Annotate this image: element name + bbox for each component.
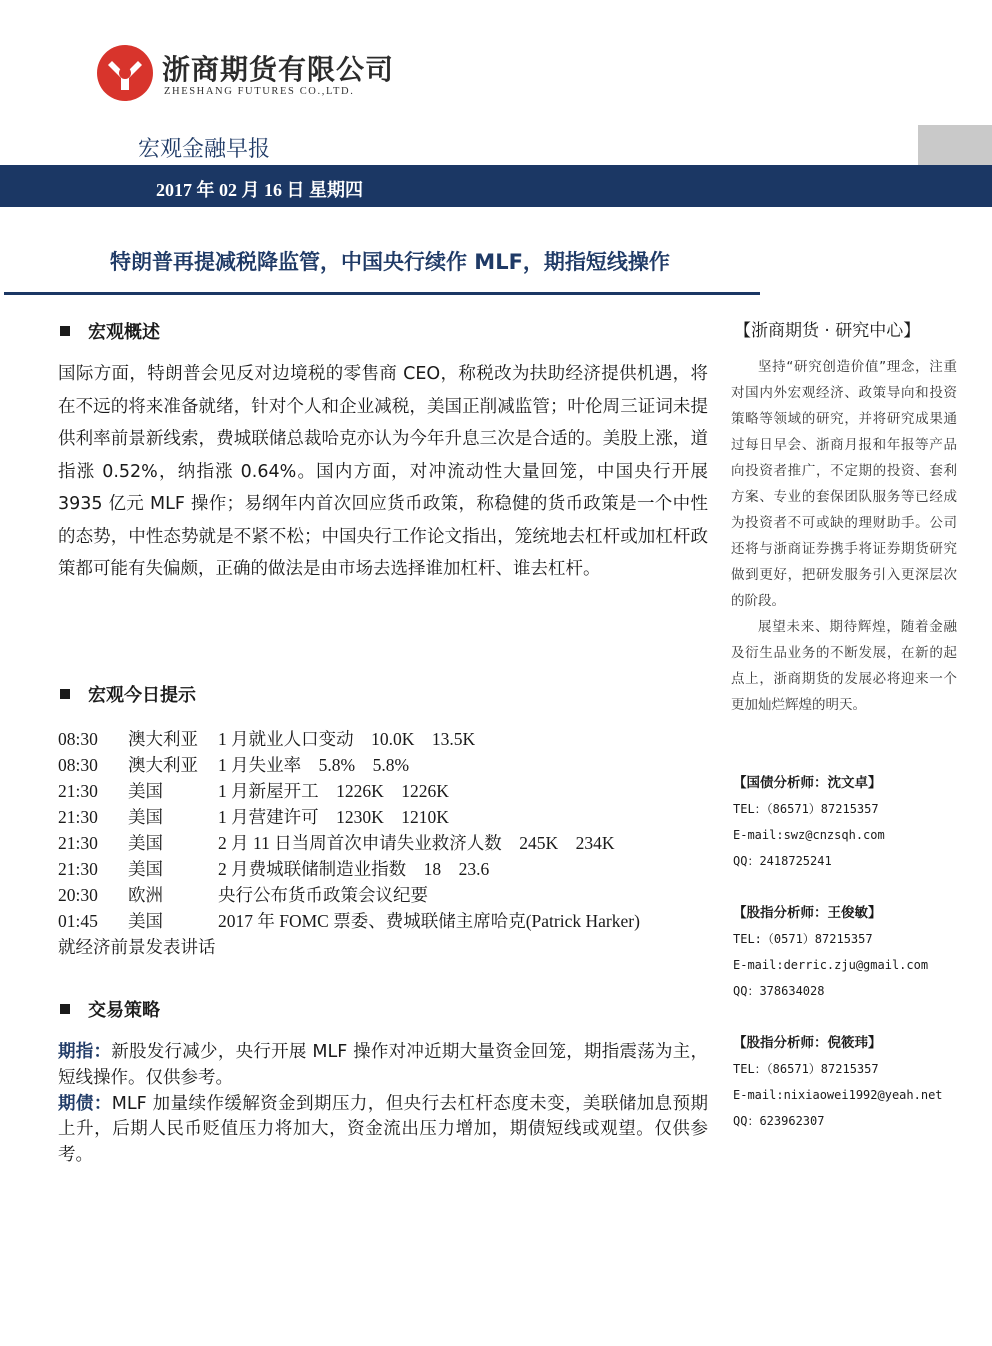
strategy-text: MLF 加量续作缓解资金到期压力，但央行去杠杆态度未变，美联储加息预期上升，后期人民币贬值压力将加大，资金流出压力增加，期债短线或观望。仅供参考。	[58, 1093, 708, 1166]
section-heading-today	[60, 681, 196, 707]
headline: 特朗普再提减税降监管，中国央行续作 MLF，期指短线操作	[110, 250, 670, 274]
analyst-tel: TEL:（0571）87215357	[733, 932, 873, 946]
event-region: 澳大利亚	[128, 755, 198, 775]
sidebar-title: 【浙商期货 · 研究中心】	[734, 321, 921, 341]
event-time: 08:30	[58, 729, 98, 749]
event-time: 20:30	[58, 885, 98, 905]
analyst-card	[733, 770, 983, 874]
analyst-name: 【股指分析师：王俊敏】	[733, 905, 882, 921]
event-time: 21:30	[58, 833, 98, 853]
event-item: 2 月费城联储制造业指数 18 23.6	[218, 859, 490, 879]
event-item: 2017 年 FOMC 票委、费城联储主席哈克(Patrick Harker)	[218, 911, 640, 931]
section-heading-overview	[60, 318, 160, 344]
strategy-item-treasury-futures	[58, 1092, 708, 1169]
strategy-block	[58, 1040, 708, 1169]
event-item: 1 月就业人口变动 10.0K 13.5K	[218, 729, 476, 749]
bullet-square-icon	[60, 326, 70, 336]
analyst-qq: QQ：2418725241	[733, 854, 832, 868]
list-item	[58, 726, 718, 752]
event-region: 美国	[128, 781, 163, 801]
event-region: 美国	[128, 833, 163, 853]
analyst-tel: TEL：（86571）87215357	[733, 1062, 879, 1076]
list-item	[58, 778, 718, 804]
event-region: 欧洲	[128, 885, 163, 905]
event-time: 08:30	[58, 755, 98, 775]
list-item	[58, 752, 718, 778]
strategy-label: 期债：	[58, 1093, 112, 1114]
overview-paragraph: 国际方面，特朗普会见反对边境税的零售商 CEO，称税改为扶助经济提供机遇，将在不远的将来准备就绪，针对个人和企业减税，美国正削减监管；叶伦周三证词未提供利率前景新线索，费城联储总裁哈克亦认为今年升息三次是合适的。美股上涨，道指涨 0.52%，纳指涨 0.64%。国内方面，对冲流动性大量回笼，中国央行开展 3935 亿元 MLF 操作；易纲年内首次回应货币政策，称稳健的货币政策是一个中性的态势，中性态势就是不紧不松；中国央行工作论文指出，笼统地去杠杆或加杠杆政策都可能有失偏颇，正确的做法是由市场去选择谁加杠杆、谁去杠杆。	[58, 364, 708, 579]
event-continuation: 就经济前景发表讲话	[58, 937, 216, 957]
list-item	[58, 882, 718, 908]
event-item: 1 月失业率 5.8% 5.8%	[218, 755, 410, 775]
decorative-gray-block	[918, 125, 992, 165]
strategy-label: 期指：	[58, 1042, 112, 1062]
event-item: 1 月新屋开工 1226K 1226K	[218, 781, 449, 801]
date-bar	[0, 165, 992, 207]
sidebar-intro: 坚持“研究创造价值”理念，注重对国内外宏观经济、政策导向和投资策略等领域的研究，并将研究成果通过每日早会、浙商月报和年报等产品向投资者推广，不定期的投资、套利方案、专业的套保团队服务等已经成为投资者不可或缺的理财助手。公司还将与浙商证券携手将证券期货研究做到更好，把研发服务引入更深层次的阶段。	[731, 359, 957, 609]
event-time: 21:30	[58, 859, 98, 879]
analyst-qq: QQ：623962307	[733, 1114, 825, 1128]
analyst-email[interactable]: E-mail:swz@cnzsqh.com	[733, 828, 885, 842]
event-region: 美国	[128, 911, 163, 931]
bullet-square-icon	[60, 1004, 70, 1014]
report-date: 2017 年 02 月 16 日 星期四	[156, 180, 363, 200]
analyst-name: 【股指分析师：倪筱玮】	[733, 1035, 882, 1051]
event-item: 1 月营建许可 1230K 1210K	[218, 807, 449, 827]
event-item: 2 月 11 日当周首次申请失业救济人数 245K 234K	[218, 833, 615, 853]
strategy-item-index-futures	[58, 1040, 708, 1092]
section-title: 交易策略	[88, 1000, 160, 1021]
company-logo	[96, 44, 154, 102]
event-time: 21:30	[58, 781, 98, 801]
list-item	[58, 856, 718, 882]
event-time: 01:45	[58, 911, 98, 931]
section-title: 宏观概述	[88, 322, 160, 343]
analyst-email[interactable]: E-mail:nixiaowei1992@yeah.net	[733, 1088, 943, 1102]
event-region: 美国	[128, 807, 163, 827]
event-region: 美国	[128, 859, 163, 879]
analyst-tel: TEL：（86571）87215357	[733, 802, 879, 816]
analyst-name: 【国债分析师：沈文卓】	[733, 775, 882, 791]
event-item: 央行公布货币政策会议纪要	[218, 885, 428, 905]
section-heading-strategy	[60, 996, 160, 1022]
event-region: 澳大利亚	[128, 729, 198, 749]
strategy-text: 新股发行减少，央行开展 MLF 操作对冲近期大量资金回笼，期指震荡为主，短线操作。仅供参考。	[58, 1042, 709, 1088]
company-name-cn: 浙商期货有限公司	[162, 53, 395, 86]
analyst-card	[733, 900, 983, 1004]
list-item	[58, 830, 718, 856]
analyst-card	[733, 1030, 983, 1134]
list-item	[58, 908, 718, 934]
event-list	[58, 726, 718, 960]
section-title: 宏观今日提示	[88, 685, 196, 706]
company-name-en: ZHESHANG FUTURES CO.,LTD.	[164, 86, 355, 97]
list-item	[58, 804, 718, 830]
report-title: 宏观金融早报	[138, 137, 271, 162]
bullet-square-icon	[60, 689, 70, 699]
analyst-qq: QQ：378634028	[733, 984, 825, 998]
event-time: 21:30	[58, 807, 98, 827]
headline-divider	[4, 292, 760, 295]
sidebar-outlook: 展望未来、期待辉煌，随着金融及衍生品业务的不断发展，在新的起点上，浙商期货的发展必将迎来一个更加灿烂辉煌的明天。	[731, 619, 957, 713]
analyst-email[interactable]: E-mail:derric.zju@gmail.com	[733, 958, 929, 972]
